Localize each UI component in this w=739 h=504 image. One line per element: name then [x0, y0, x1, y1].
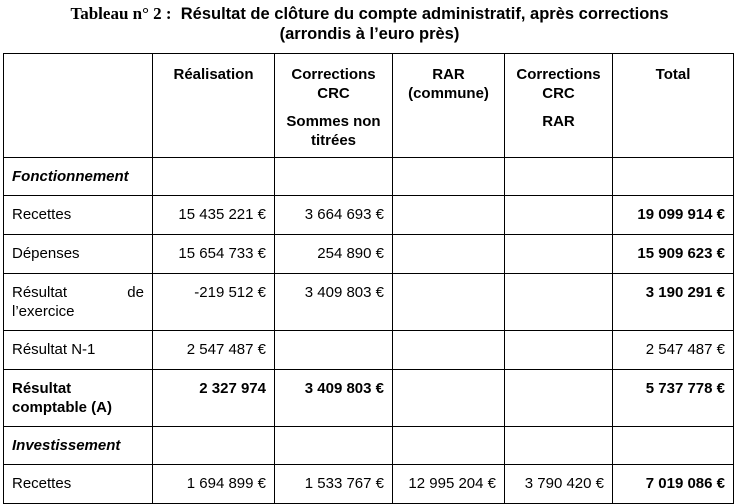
- cell-realisation: 1 694 899 €: [153, 465, 275, 504]
- row-label: Recettes: [4, 465, 153, 504]
- results-table: [3, 53, 734, 504]
- table-row: [4, 196, 734, 235]
- cell-total: 15 909 623 €: [613, 235, 734, 274]
- section-row: [4, 158, 734, 196]
- cell-total: 19 099 914 €: [613, 196, 734, 235]
- cell-corrections-crc: 3 409 803 €: [275, 370, 393, 427]
- cell-corrections-rar: [505, 235, 613, 274]
- section-investissement: Investissement: [4, 427, 153, 465]
- table-row: [4, 370, 734, 427]
- row-label-line-2: l’exercice: [12, 303, 75, 320]
- cell-corrections-crc: 254 890 €: [275, 235, 393, 274]
- cell-rar: [393, 235, 505, 274]
- cell-corrections-crc: 3 409 803 €: [275, 274, 393, 331]
- title-label: Tableau n° 2 :: [70, 4, 172, 23]
- cell-corrections-rar: [505, 274, 613, 331]
- header-rar: RAR: [542, 113, 575, 130]
- cell-realisation: 2 327 974: [153, 370, 275, 427]
- row-label: Résultat N-1: [4, 331, 153, 370]
- row-label-line-1: Résultat de: [12, 284, 144, 301]
- table-title: [0, 4, 739, 44]
- cell-total: 2 547 487 €: [613, 331, 734, 370]
- row-label: Dépenses: [4, 235, 153, 274]
- cell-realisation: 15 435 221 €: [153, 196, 275, 235]
- cell-corrections-crc: 3 664 693 €: [275, 196, 393, 235]
- cell-rar: [393, 331, 505, 370]
- cell-realisation: 15 654 733 €: [153, 235, 275, 274]
- header-row: [4, 54, 734, 158]
- table-row: [4, 465, 734, 504]
- header-sommes-non-titrees: Sommes non titrées: [286, 113, 381, 149]
- header-realisation: Réalisation: [153, 54, 275, 158]
- cell-corrections-crc: 1 533 767 €: [275, 465, 393, 504]
- header-corrections-crc-2-title: Corrections CRC: [516, 66, 601, 102]
- header-corrections-crc-1-title: Corrections CRC: [291, 66, 376, 102]
- header-corrections-crc-1: [275, 54, 393, 158]
- cell-rar: 12 995 204 €: [393, 465, 505, 504]
- row-label: Résultat comptable (A): [4, 370, 153, 427]
- row-label: [4, 274, 153, 331]
- row-label: Recettes: [4, 196, 153, 235]
- table-row: [4, 235, 734, 274]
- cell-rar: [393, 370, 505, 427]
- cell-rar: [393, 274, 505, 331]
- header-total: Total: [613, 54, 734, 158]
- cell-corrections-rar: [505, 370, 613, 427]
- title-text: Résultat de clôture du compte administratif, après corrections: [180, 5, 669, 23]
- header-corrections-crc-2: [505, 54, 613, 158]
- cell-total: 7 019 086 €: [613, 465, 734, 504]
- cell-corrections-crc: [275, 331, 393, 370]
- cell-realisation: 2 547 487 €: [153, 331, 275, 370]
- header-empty: [4, 54, 153, 158]
- cell-rar: [393, 196, 505, 235]
- title-line-1: [0, 4, 739, 24]
- header-rar-commune: RAR (commune): [393, 54, 505, 158]
- cell-corrections-rar: [505, 196, 613, 235]
- table-row: [4, 274, 734, 331]
- section-row: [4, 427, 734, 465]
- cell-corrections-rar: [505, 331, 613, 370]
- cell-realisation: -219 512 €: [153, 274, 275, 331]
- cell-corrections-rar: 3 790 420 €: [505, 465, 613, 504]
- cell-total: 3 190 291 €: [613, 274, 734, 331]
- cell-total: 5 737 778 €: [613, 370, 734, 427]
- section-fonctionnement: Fonctionnement: [4, 158, 153, 196]
- table-row: [4, 331, 734, 370]
- title-line-2: (arrondis à l’euro près): [279, 25, 460, 43]
